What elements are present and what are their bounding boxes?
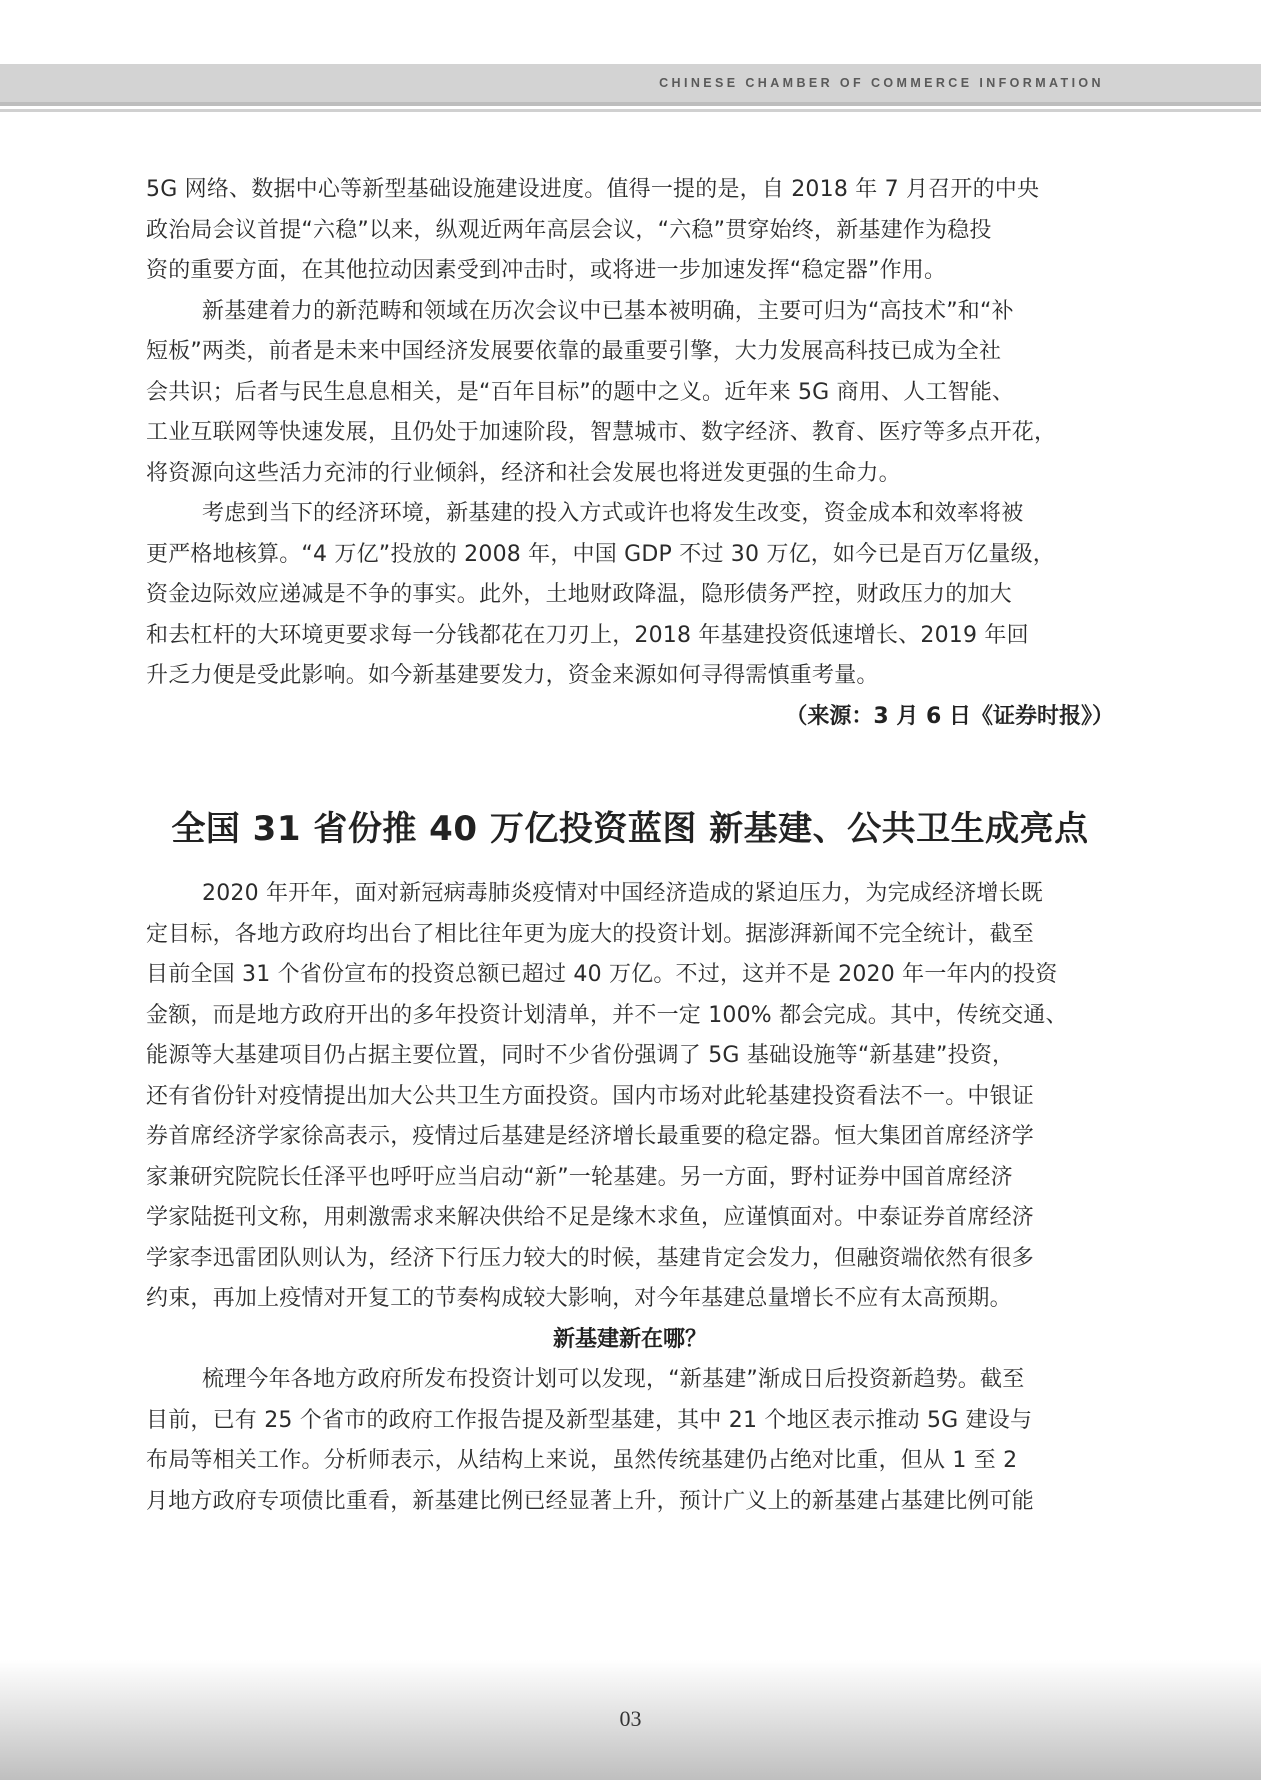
text-line: 会共识；后者与民生息息相关，是“百年目标”的题中之义。近年来 5G 商用、人工智能、 (146, 379, 1015, 405)
text-line: 梳理今年各地方政府所发布投资计划可以发现，“新基建”渐成日后投资新趋势。截至 (202, 1367, 1025, 1392)
text-line: 短板”两类，前者是未来中国经济发展要依靠的最重要引擎，大力发展高科技已成为全社 (146, 339, 1002, 364)
text-line: 5G 网络、数据中心等新型基础设施建设进度。值得一提的是，自 2018 年 7 月召开的中央 (146, 177, 1040, 202)
text-line: 月地方政府专项债比重看，新基建比例已经显著上升，预计广义上的新基建占基建比例可能 (146, 1488, 1035, 1514)
text-line: 券首席经济学家徐高表示，疫情过后基建是经济增长最重要的稳定器。恒大集团首席经济学 (146, 1124, 1035, 1149)
article1-source: （来源：3 月 6 日《证券时报》） (785, 703, 1114, 729)
text-line: 目前，已有 25 个省市的政府工作报告提及新型基建，其中 21 个地区表示推动 5G 建设与 (146, 1407, 1033, 1433)
article1-paragraph-1 (146, 170, 1114, 292)
text-line: 资的重要方面，在其他拉动因素受到冲击时，或将进一步加速发挥“稳定器”作用。 (146, 258, 947, 283)
article2-paragraph-2 (146, 1360, 1114, 1522)
text-line: 政治局会议首提“六稳”以来，纵观近两年高层会议，“六稳”贯穿始终，新基建作为稳投 (146, 217, 992, 243)
text-line: 能源等大基建项目仍占据主要位置，同时不少省份强调了 5G 基础设施等“新基建”投资， (146, 1043, 1015, 1068)
text-line: 学家李迅雷团队则认为，经济下行压力较大的时候，基建肯定会发力，但融资端依然有很多 (146, 1245, 1035, 1271)
text-line: 还有省份针对疫情提出加大公共卫生方面投资。国内市场对此轮基建投资看法不一。中银证 (146, 1083, 1035, 1109)
article2-paragraph-1 (146, 874, 1114, 1320)
text-line: 定目标，各地方政府均出台了相比往年更为庞大的投资计划。据澎湃新闻不完全统计，截至 (146, 921, 1035, 947)
text-line: 新基建着力的新范畴和领域在历次会议中已基本被明确，主要可归为“高技术”和“补 (202, 298, 1014, 324)
text-line: 资金边际效应递减是不争的事实。此外，土地财政降温，隐形债务严控，财政压力的加大 (146, 582, 1012, 607)
text-line: 学家陆挺刊文称，用刺激需求来解决供给不足是缘木求鱼，应谨慎面对。中泰证券首席经济 (146, 1205, 1035, 1230)
article1-paragraph-3 (146, 494, 1114, 697)
header-divider-secondary (0, 109, 1261, 112)
running-title: CHINESE CHAMBER OF COMMERCE INFORMATION (659, 76, 1104, 90)
article1-paragraph-2 (146, 292, 1114, 495)
text-line: 考虑到当下的经济环境，新基建的投入方式或许也将发生改变，资金成本和效率将被 (202, 501, 1024, 526)
header-divider (0, 102, 1261, 106)
text-line: 布局等相关工作。分析师表示，从结构上来说，虽然传统基建仍占绝对比重，但从 1 至 2 (146, 1448, 1018, 1473)
text-line: 工业互联网等快速发展，且仍处于加速阶段，智慧城市、数字经济、教育、医疗等多点开花， (146, 420, 1057, 445)
text-line: 将资源向这些活力充沛的行业倾斜，经济和社会发展也将迸发更强的生命力。 (146, 460, 901, 486)
article2-subheading: 新基建新在哪？ (552, 1326, 707, 1352)
page-number: 03 (619, 1706, 642, 1731)
text-line: 2020 年开年，面对新冠病毒肺炎疫情对中国经济造成的紧迫压力，为完成经济增长既 (202, 881, 1043, 906)
page-content (146, 170, 1114, 1522)
text-line: 家兼研究院院长任泽平也呼吁应当启动“新”一轮基建。另一方面，野村证券中国首席经济 (146, 1164, 1013, 1190)
article2-title: 全国 31 省份推 40 万亿投资蓝图 新基建、公共卫生成亮点 (171, 809, 1089, 849)
text-line: 目前全国 31 个省份宣布的投资总额已超过 40 万亿。不过，这并不是 2020 年一年内的投资 (146, 962, 1058, 987)
text-line: 金额，而是地方政府开出的多年投资计划清单，并不一定 100% 都会完成。其中，传统交通、 (146, 1002, 1068, 1028)
text-line: 升乏力便是受此影响。如今新基建要发力，资金来源如何寻得需慎重考量。 (146, 663, 879, 688)
text-line: 更严格地核算。“4 万亿”投放的 2008 年，中国 GDP 不过 30 万亿，如今已是百万亿量级， (146, 541, 1055, 567)
text-line: 和去杠杆的大环境更要求每一分钱都花在刀刃上，2018 年基建投资低速增长、2019 年回 (146, 622, 1029, 648)
text-line: 约束，再加上疫情对开复工的节奏构成较大影响，对今年基建总量增长不应有太高预期。 (146, 1286, 1012, 1311)
